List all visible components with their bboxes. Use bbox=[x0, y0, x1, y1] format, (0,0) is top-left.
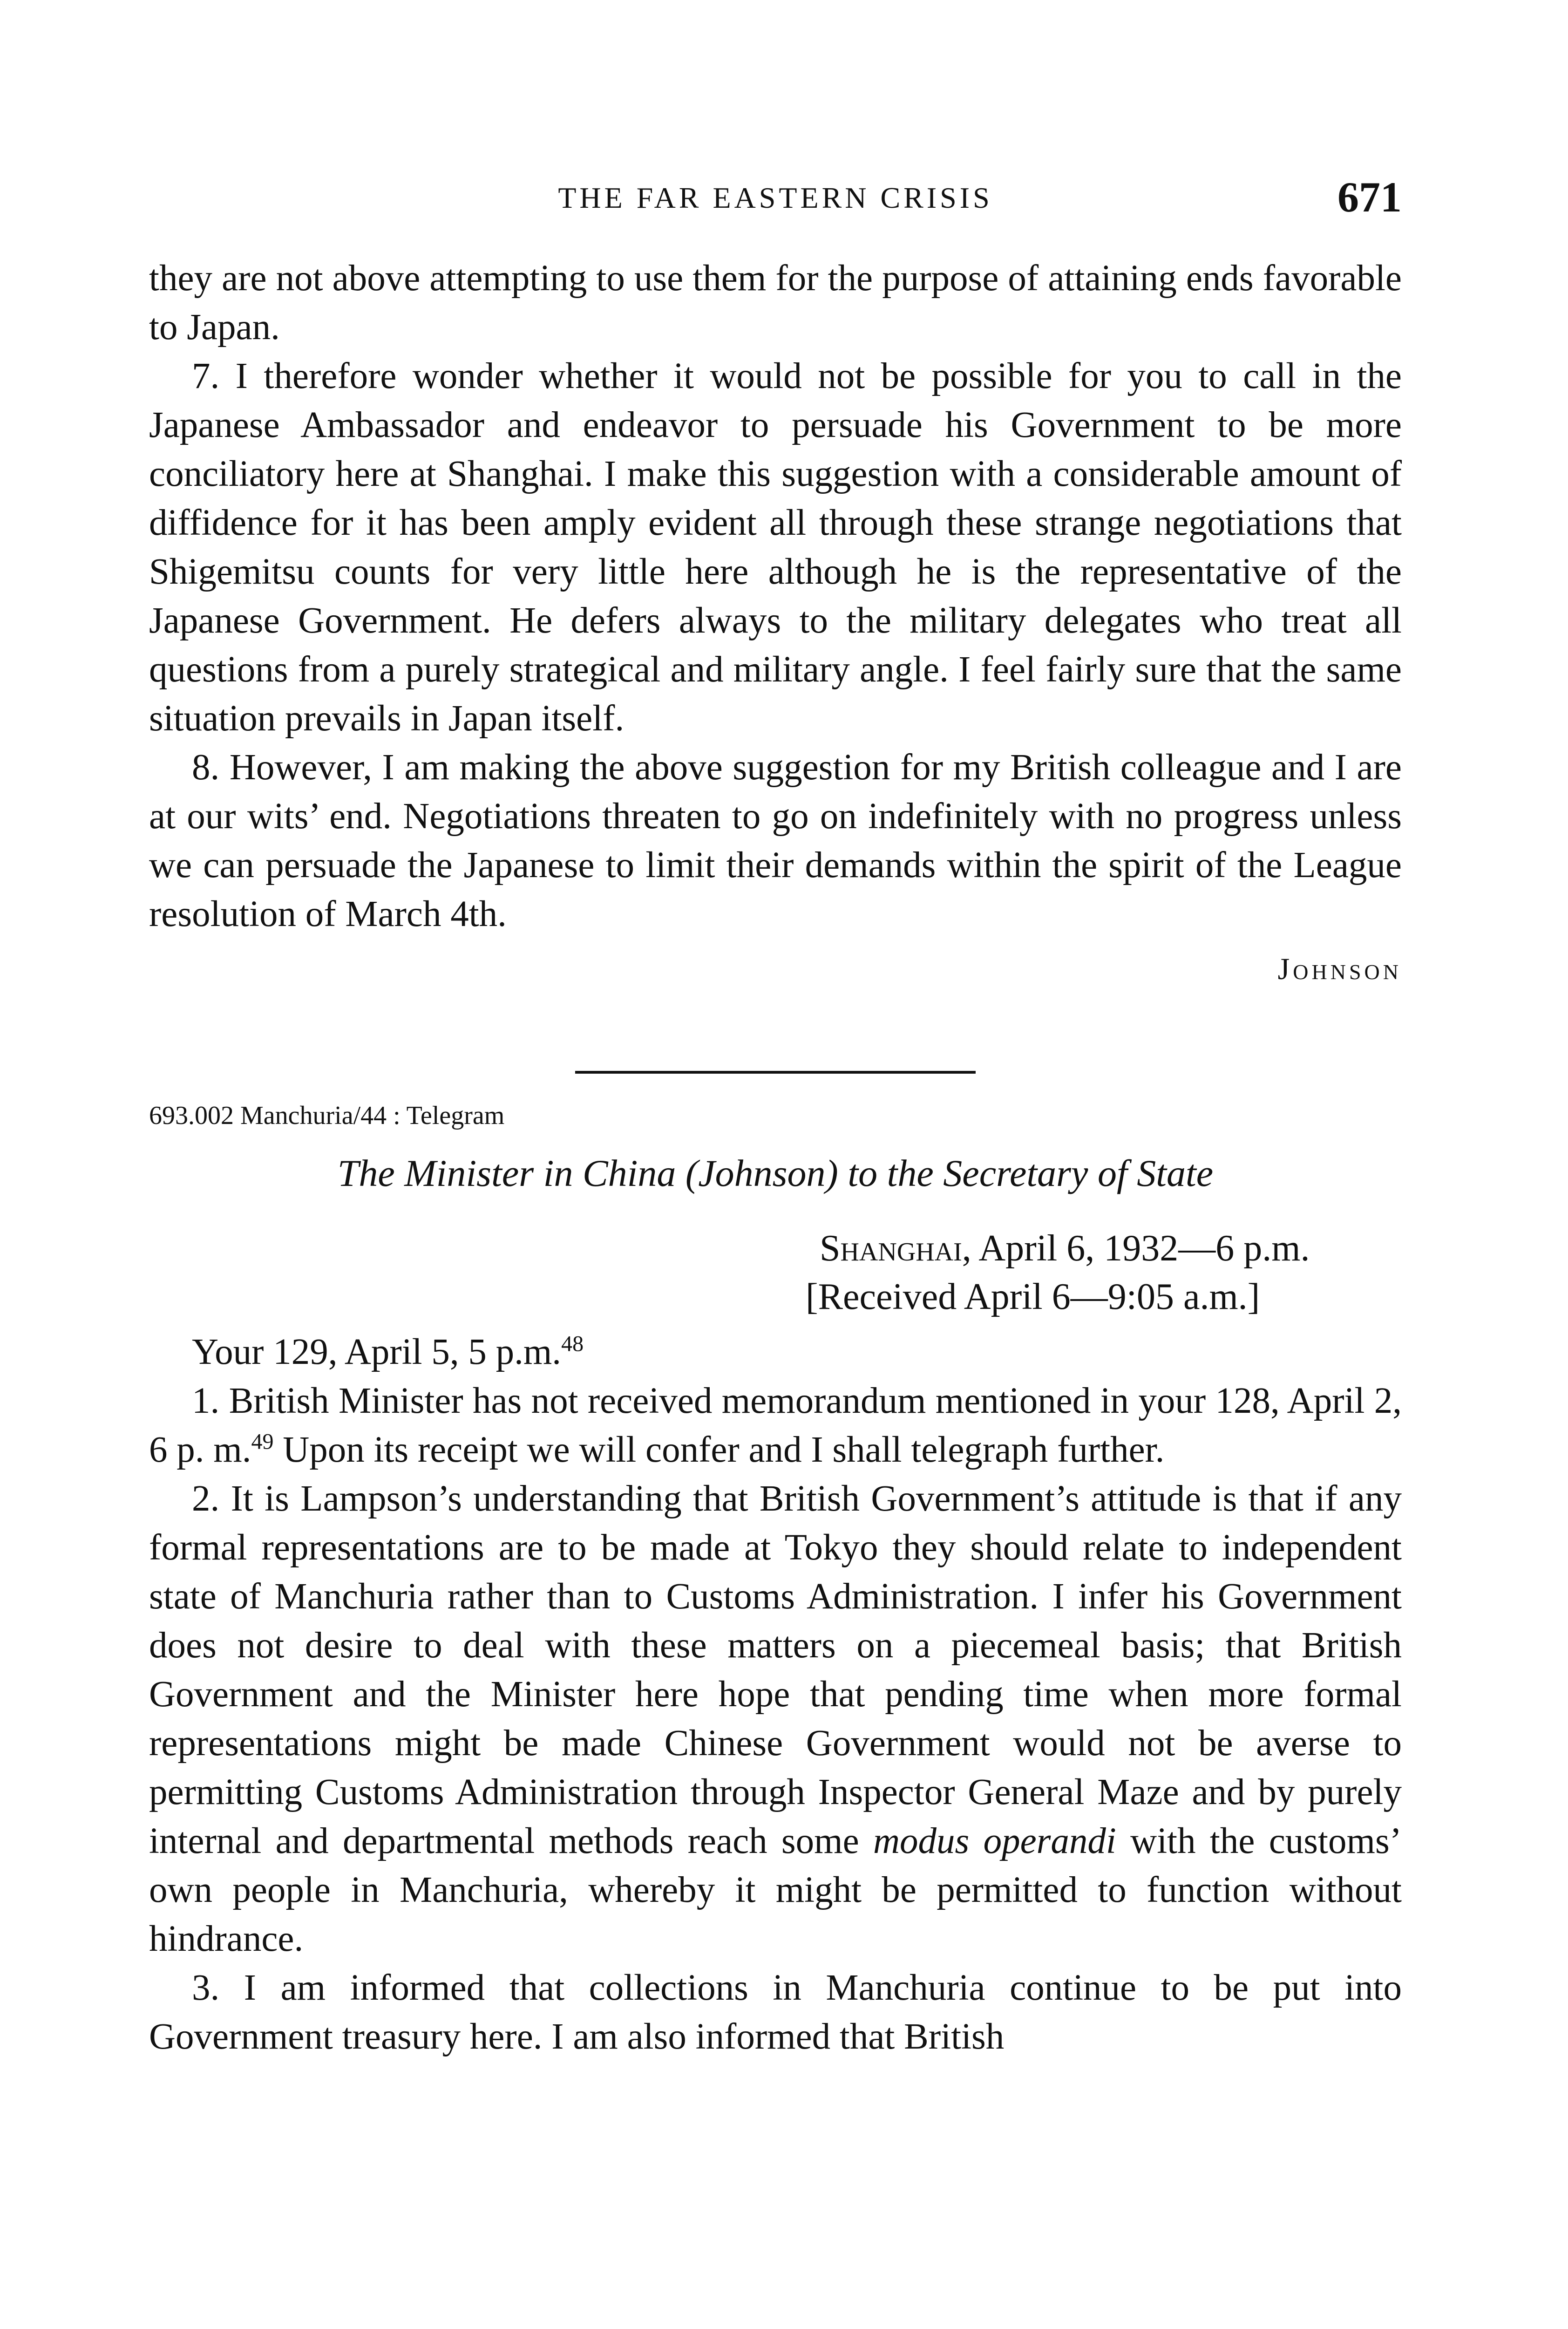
dateline-place: Shanghai bbox=[820, 1228, 962, 1269]
file-reference: 693.002 Manchuria/44 : Telegram bbox=[149, 1101, 505, 1130]
footnote-ref-48: 48 bbox=[561, 1331, 584, 1356]
paragraph-3: 3. I am informed that collections in Manchuria continue to be put into Government treasury here. I am also informed that British bbox=[149, 1968, 1402, 2057]
paragraph-1-text-a: 1. British Minister has not received memorandum mentioned in your 128, April 2, 6 p. m. bbox=[149, 1381, 1402, 1470]
dateline bbox=[149, 1224, 1402, 1273]
paragraph-continuation: they are not above attempting to use them for the purpose of attaining ends favorable to Japan. bbox=[149, 258, 1402, 347]
document-title: The Minister in China (Johnson) to the Secretary of State bbox=[337, 1152, 1214, 1194]
footnote-ref-49: 49 bbox=[251, 1429, 274, 1454]
signature: Johnson bbox=[1277, 952, 1402, 986]
paragraph-1-text-b: Upon its receipt we will confer and I shall telegraph further. bbox=[273, 1430, 1165, 1470]
page-number: 671 bbox=[1337, 173, 1402, 221]
paragraph-2-italic: modus operandi bbox=[873, 1821, 1116, 1861]
page-header bbox=[149, 172, 1402, 228]
paragraph-2-text-b: with the customs’ own people in Manchuria, whereby it might be permitted to function without hindrance. bbox=[149, 1821, 1402, 1959]
paragraph-1 bbox=[149, 1376, 1402, 1474]
running-head: THE FAR EASTERN CRISIS bbox=[558, 181, 993, 214]
page-body bbox=[149, 254, 1402, 2061]
salutation bbox=[149, 1328, 1402, 1376]
paragraph-8: 8. However, I am making the above suggestion for my British colleague and I are at our wits’ end. Negotiations threaten to go on indefinitely with no progress unless we can persuade the Japanese to limit their demands within the spirit of the League resolution of March 4th. bbox=[149, 747, 1402, 934]
paragraph-2-text-a: 2. It is Lampson’s understanding that British Government’s attitude is that if any formal representations are to be made at Tokyo they should relate to independent state of Manchuria rather than to Customs Administration. I infer his Government does not desire to deal with these matters on a piecemeal basis; that British Government and the Minister here hope that pending time when more formal representations might be made Chinese Government would not be averse to permitting Customs Administration through Inspector General Maze and by purely internal and departmental methods reach some bbox=[149, 1478, 1402, 1861]
dateline-date: , April 6, 1932—6 p.m. bbox=[962, 1228, 1310, 1269]
paragraph-7: 7. I therefore wonder whether it would not be possible for you to call in the Japanese Ambassador and endeavor to persuade his Government to be more conciliatory here at Shanghai. I make this suggestion with a considerable amount of diffidence for it has been amply evident all through these strange negotiations that Shigemitsu counts for very little here although he is the representative of the Japanese Government. He defers always to the military delegates who treat all questions from a purely strategical and military angle. I feel fairly sure that the same situation prevails in Japan itself. bbox=[149, 356, 1402, 739]
salutation-text: Your 129, April 5, 5 p.m. bbox=[192, 1332, 562, 1372]
paragraph-2 bbox=[149, 1474, 1402, 1963]
received-line: [Received April 6—9:05 a.m.] bbox=[806, 1276, 1260, 1317]
section-divider bbox=[575, 1071, 976, 1074]
